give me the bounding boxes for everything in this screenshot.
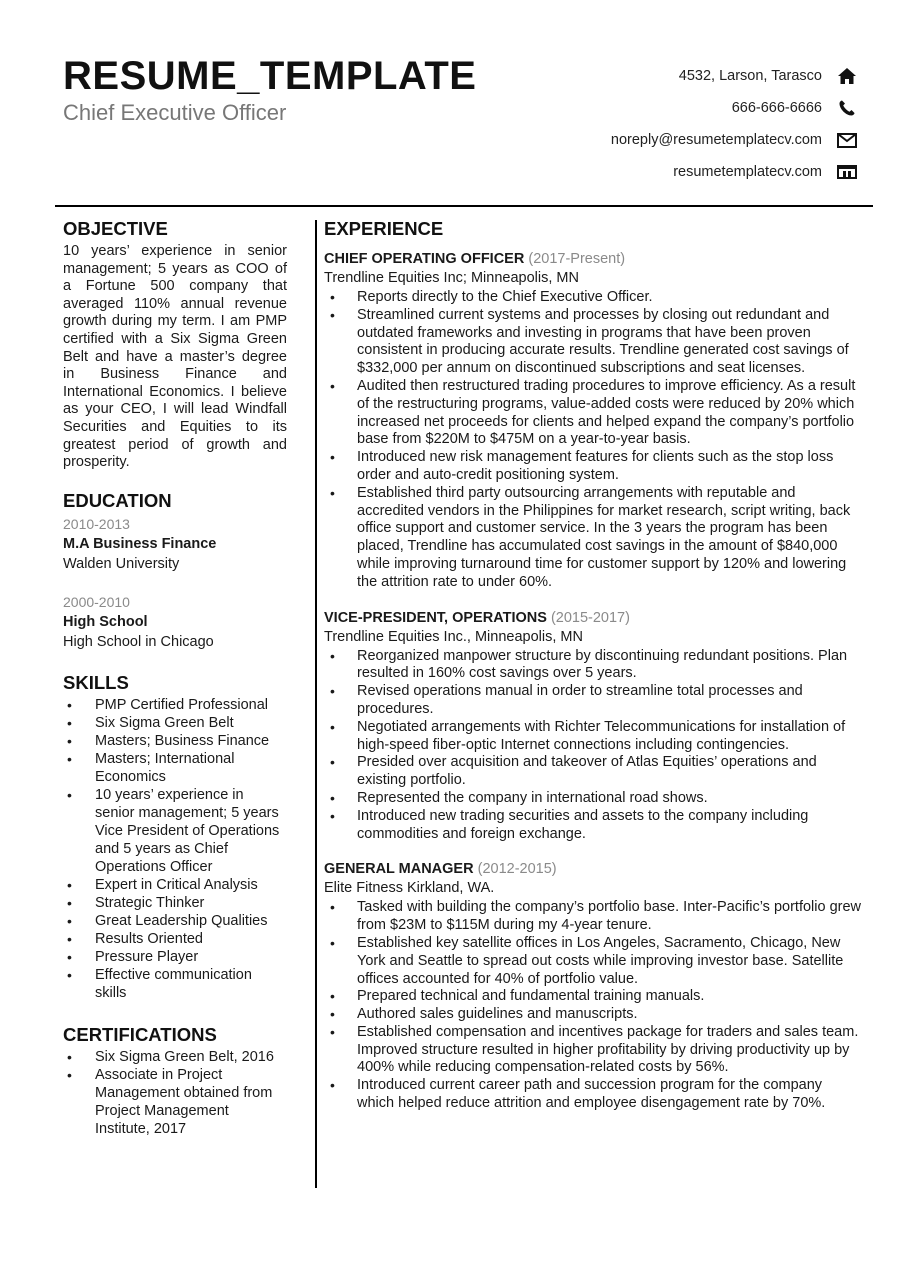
skill-item: • Effective communication skills <box>63 966 287 1002</box>
column-divider <box>315 220 317 1188</box>
job-bullet: • Streamlined current systems and processes by closing out redundant and outdated frameworks and investing in programs that have been proven consistent in producing accurate results. Trendline generated cost savings of $332,000 per annum on discontinued subscriptions and seat licenses. <box>324 307 862 378</box>
job-bullets <box>324 289 862 592</box>
job-title-line <box>324 859 862 879</box>
email-text[interactable]: noreply@resumetemplatecv.com <box>610 132 822 148</box>
website-text[interactable]: resumetemplatecv.com <box>673 164 822 180</box>
job-bullets <box>324 899 862 1113</box>
objective-section <box>63 218 287 472</box>
phone-text: 666-666-6666 <box>731 100 822 116</box>
skill-item: • Expert in Critical Analysis <box>63 876 287 894</box>
job-bullet: • Reorganized manpower structure by discontinuing redundant positions. Plan resulted in 160% cost savings over 5 years. <box>324 648 862 684</box>
skill-item: • PMP Certified Professional <box>63 696 287 714</box>
skills-section <box>63 672 287 1002</box>
skill-item: • 10 years’ experience in senior management; 5 years Vice President of Operations and 5 years as Chief Operations Officer <box>63 786 287 876</box>
job-years: (2015-2017) <box>550 609 630 626</box>
education-section <box>63 490 287 652</box>
education-school: High School in Chicago <box>63 633 214 650</box>
education-dates: 2010-2013 <box>63 515 130 532</box>
certification-item: • Associate in Project Management obtained from Project Management Institute, 2017 <box>63 1066 287 1138</box>
job-bullet: • Audited then restructured trading procedures to improve efficiency. As a result of the restructuring programs, value-added costs were reduced by 20% which increased net proceeds for clients and helped expand the company’s portfolio base from $220M to $475M on a year-to-year basis. <box>324 378 862 449</box>
certifications-list <box>63 1048 287 1138</box>
job-company: Trendline Equities Inc; Minneapolis, MN <box>324 270 579 286</box>
skill-item: • Pressure Player <box>63 948 287 966</box>
home-icon <box>836 67 858 85</box>
education-item <box>63 514 287 574</box>
job-title-line <box>324 608 862 628</box>
job-bullet: • Negotiated arrangements with Richter Telecommunications for installation of high-speed fiber-optic Internet connections including contingencies. <box>324 719 862 755</box>
browser-icon <box>836 163 858 181</box>
job-bullet: • Established key satellite offices in Los Angeles, Sacramento, Chicago, New York and Seattle to spread out costs while improving investor base. Satellite offices accounted for 40% of portfolio value. <box>324 935 862 988</box>
skill-item: • Results Oriented <box>63 930 287 948</box>
experience-heading: EXPERIENCE <box>324 218 444 239</box>
job-years: (2017-Present) <box>528 251 626 267</box>
certification-item: • Six Sigma Green Belt, 2016 <box>63 1048 287 1066</box>
objective-heading: OBJECTIVE <box>63 218 168 239</box>
left-column <box>63 218 287 1138</box>
skill-item: • Six Sigma Green Belt <box>63 714 287 732</box>
education-item <box>63 592 287 652</box>
contact-info <box>498 66 858 182</box>
education-school: Walden University <box>63 555 180 572</box>
job-bullet: • Revised operations manual in order to streamline total processes and procedures. <box>324 683 862 719</box>
job-bullet: • Reports directly to the Chief Executive Officer. <box>324 289 862 307</box>
right-column <box>324 218 862 1113</box>
job-bullet: • Prepared technical and fundamental training manuals. <box>324 988 862 1006</box>
resume-name: RESUME_TEMPLATE <box>63 54 477 98</box>
job-bullet: • Tasked with building the company’s portfolio base. Inter-Pacific’s portfolio grew from $23M to $115M during my 4-year tenure. <box>324 899 862 935</box>
header-divider <box>55 205 873 207</box>
skill-item: • Strategic Thinker <box>63 894 287 912</box>
job-company: Trendline Equities Inc., Minneapolis, MN <box>324 628 583 645</box>
contact-address <box>498 66 858 86</box>
job-title: GENERAL MANAGER <box>324 861 474 878</box>
phone-icon <box>836 99 858 117</box>
job-company: Elite Fitness Kirkland, WA. <box>324 880 495 897</box>
job-bullet: • Presided over acquisition and takeover of Atlas Equities’ operations and existing portfolio. <box>324 754 862 790</box>
education-degree: M.A Business Finance <box>63 535 217 552</box>
skill-item: • Great Leadership Qualities <box>63 912 287 930</box>
skills-heading: SKILLS <box>63 671 129 693</box>
education-heading: EDUCATION <box>63 489 172 511</box>
address-text: 4532, Larson, Tarasco <box>678 68 822 84</box>
job-title-line <box>324 249 862 269</box>
job-bullet: • Introduced current career path and succession program for the company which helped reduce attrition and employee disengagement rate by 70%. <box>324 1077 862 1113</box>
job-role: Chief Executive Officer <box>63 100 287 125</box>
job-bullet: • Introduced new risk management features for clients such as the stop loss order and auto-credit positioning system. <box>324 449 862 485</box>
skills-list <box>63 696 287 1002</box>
education-dates: 2000-2010 <box>63 593 130 610</box>
job-entry <box>324 859 862 1113</box>
skill-item: • Masters; Business Finance <box>63 732 287 750</box>
job-entry <box>324 608 862 844</box>
job-bullet: • Established third party outsourcing arrangements with reputable and accredited vendors in the Philippines for market research, script writing, back office support and customer service. In the 3 years the program has been placed, Trendline has accumulated cost savings in the amount of $840,000 while improving turnaround time for customer support by 120% and lowering the attrition rate to under 60%. <box>324 485 862 592</box>
contact-phone <box>498 98 858 118</box>
certifications-heading: CERTIFICATIONS <box>63 1023 217 1045</box>
objective-text: 10 years’ experience in senior management; 5 years as COO of a Fortune 500 company that averaged 110% annual revenue growth during my term. I am PMP certified with a Six Sigma Green Belt and have a master’s degree in Business Finance and International Economics. I believe as your CEO, I will lead Windfall Securities and Equities to its greatest period of growth and prosperity. <box>63 243 287 471</box>
contact-website <box>498 162 858 182</box>
job-entry <box>324 249 862 592</box>
skill-item: • Masters; International Economics <box>63 750 287 786</box>
job-years: (2012-2015) <box>477 861 557 878</box>
job-bullet: • Established compensation and incentives package for traders and sales team. Improved structure resulted in higher profitability by driving productivity up by 400% while reducing compensation-related costs by 56%. <box>324 1024 862 1077</box>
contact-email <box>498 130 858 150</box>
job-bullet: • Introduced new trading securities and assets to the company including commodities and foreign exchange. <box>324 808 862 844</box>
education-degree: High School <box>63 613 148 630</box>
job-title: VICE-PRESIDENT, OPERATIONS <box>324 609 547 626</box>
envelope-icon <box>836 131 858 149</box>
job-bullet: • Represented the company in international road shows. <box>324 790 862 808</box>
job-bullet: • Authored sales guidelines and manuscripts. <box>324 1006 862 1024</box>
job-title: CHIEF OPERATING OFFICER <box>324 251 525 267</box>
job-bullets <box>324 648 862 844</box>
certifications-section <box>63 1024 287 1138</box>
